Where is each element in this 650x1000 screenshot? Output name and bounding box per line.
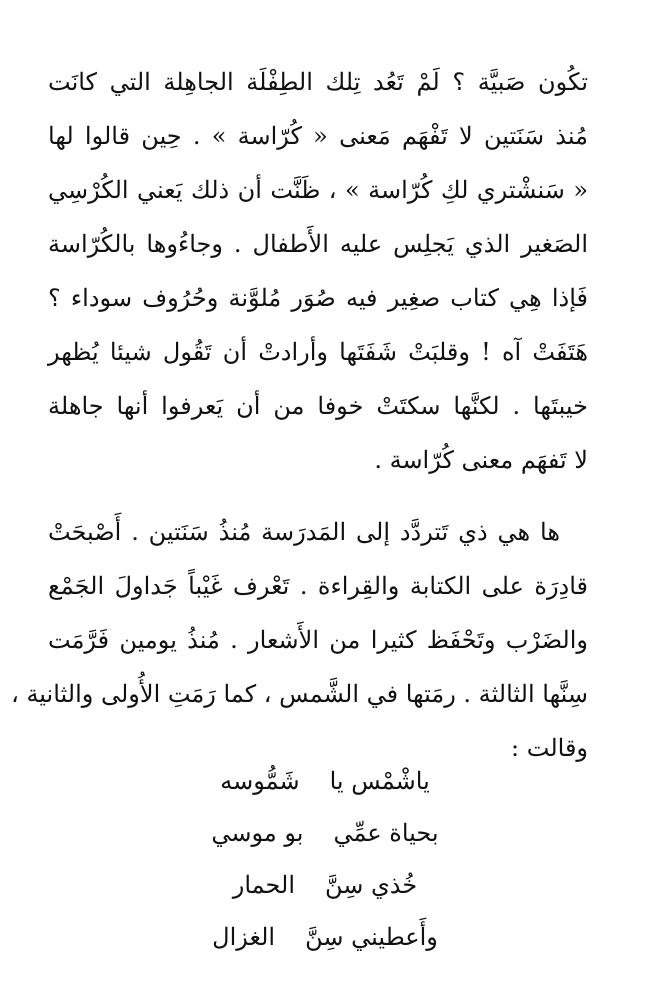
paragraph-line: فَإذا هِي كتاب صغِير فيه صُوَر مُلوَّنة وحُرُوف سوداء ؟: [48, 284, 588, 312]
paragraph-line: الصَغير الذي يَجلِس عليه الأَطفال . وجاءُوها بالكُرّاسة: [48, 230, 588, 258]
paragraph-line: قادِرَة على الكتابة والقِراءة . تَعْرف غَيْباً جَداولَ الجَمْع: [48, 572, 588, 600]
poem-verse: [0, 911, 650, 963]
verse-first-half: بحياة عمِّي: [333, 819, 439, 847]
paragraph-line: « سَنشْتري لكِ كُرّاسة » ، ظَنَّت أن ذلك يَعني الكُرْسِي: [48, 176, 588, 204]
paragraph-line: وقالت :: [511, 734, 588, 762]
paragraph-2: [11, 505, 588, 775]
verse-first-half: ياشْمْس يا: [329, 767, 430, 795]
paragraph-line: مُنذ سَنَتين لا تَفْهَم مَعنى « كُرّاسة » . حِين قالوا لها: [48, 122, 588, 150]
verse-second-half: بو موسي: [211, 819, 304, 847]
paragraph-line: والضَرْب وتَحْفَظ كثيرا من الأَشعار . مُنذُ يومين فَرَّمَت: [48, 626, 588, 654]
paragraph-line: خيبتَها . لكنَّها سكتَتْ خوفا من أن يَعرفوا أنها جاهلة: [48, 392, 588, 420]
paragraph-line: ها هي ذي تَتردَّد إلى المَدرَسة مُنذُ سَنَتين . أَصْبحَتْ: [48, 518, 560, 546]
verse-second-half: شَمُّوسه: [220, 767, 300, 795]
paragraph-line: هَتَفَتْ آه ! وقلبَتْ شَفَتَها وأرادتْ أن تَقُول شيئا يُظهر: [48, 338, 588, 366]
paragraph-line: تكُون صَبيَّة ؟ لَمْ تَعُد تِلك الطِفْلَة الجاهِلة التي كانَت: [48, 68, 588, 96]
paragraph-1: [48, 55, 588, 487]
poem-verse: [0, 807, 650, 859]
poem-verse: [0, 755, 650, 807]
paragraph-line: سِنَّها الثالثة . رمَتها في الشَّمس ، كما رَمَتِ الأُولى والثانية ،: [11, 680, 588, 708]
verse-first-half: خُذي سِنَّ: [325, 871, 418, 899]
verse-second-half: الغزال: [212, 923, 276, 951]
verse-first-half: وأَعطيني سِنَّ: [305, 923, 438, 951]
poem: [0, 755, 650, 963]
poem-verse: [0, 859, 650, 911]
verse-second-half: الحمار: [232, 871, 296, 899]
paragraph-line: لا تَفهَم معنى كُرّاسة .: [374, 446, 588, 474]
